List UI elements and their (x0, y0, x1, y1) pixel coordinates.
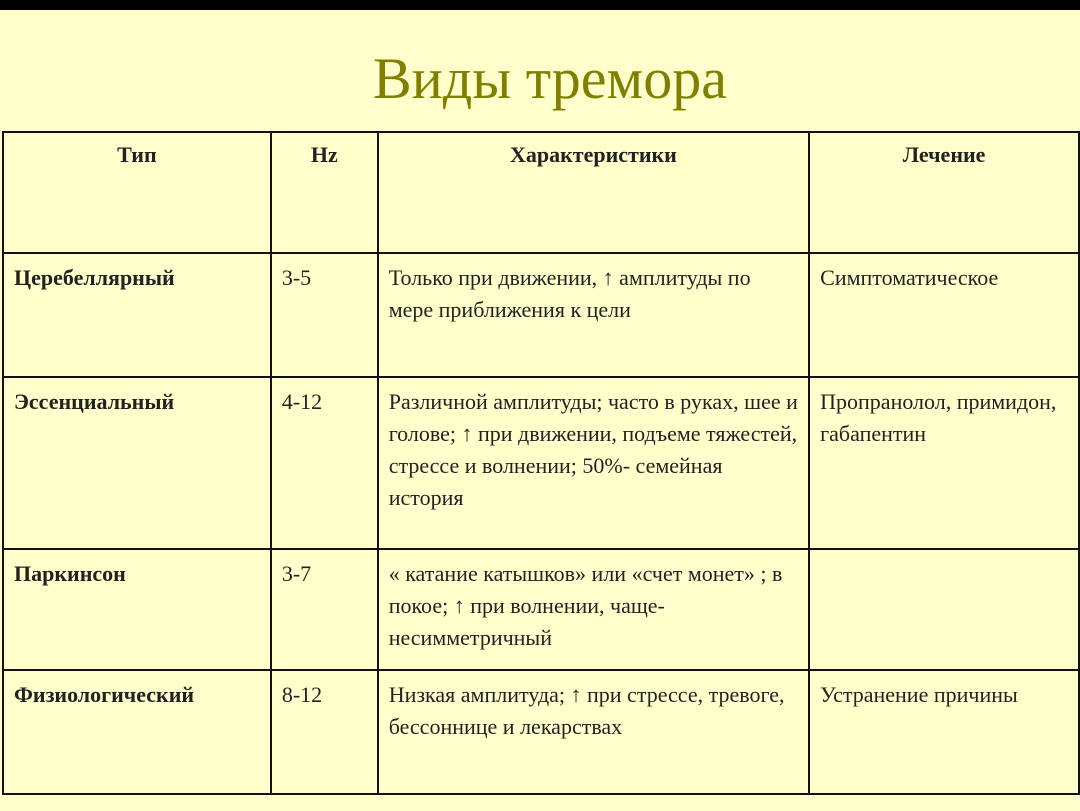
cell-characteristics: Различной амплитуды; часто в руках, шее и голове; ↑ при движении, подъеме тяжестей, стрессе и волнении; 50%- семейная история (378, 377, 809, 549)
header-type: Тип (3, 132, 271, 253)
table-row (3, 670, 1079, 794)
cell-hz: 4-12 (271, 377, 378, 549)
cell-treatment: Симптоматическое (809, 253, 1079, 377)
cell-type: Физиологический (3, 670, 271, 794)
header-characteristics: Характеристики (378, 132, 809, 253)
cell-characteristics: Только при движении, ↑ амплитуды по мере приближения к цели (378, 253, 809, 377)
cell-treatment: Пропранолол, примидон, габапентин (809, 377, 1079, 549)
header-hz: Hz (271, 132, 378, 253)
cell-treatment: Устранение причины (809, 670, 1079, 794)
table-row (3, 253, 1079, 377)
cell-type: Паркинсон (3, 549, 271, 670)
cell-hz: 8-12 (271, 670, 378, 794)
cell-characteristics: Низкая амплитуда; ↑ при стрессе, тревоге, бессоннице и лекарствах (378, 670, 809, 794)
cell-type: Церебеллярный (3, 253, 271, 377)
table-header-row (3, 132, 1079, 253)
table-row (3, 377, 1079, 549)
cell-hz: 3-5 (271, 253, 378, 377)
tremor-table (2, 131, 1080, 795)
cell-treatment (809, 549, 1079, 670)
page-title: Виды тремора (373, 46, 727, 111)
header-treatment: Лечение (809, 132, 1079, 253)
cell-hz: 3-7 (271, 549, 378, 670)
cell-characteristics: « катание катышков» или «счет монет» ; в покое; ↑ при волнении, чаще- несимметричный (378, 549, 809, 670)
cell-type: Эссенциальный (3, 377, 271, 549)
slide (0, 10, 1080, 811)
table-row (3, 549, 1079, 670)
